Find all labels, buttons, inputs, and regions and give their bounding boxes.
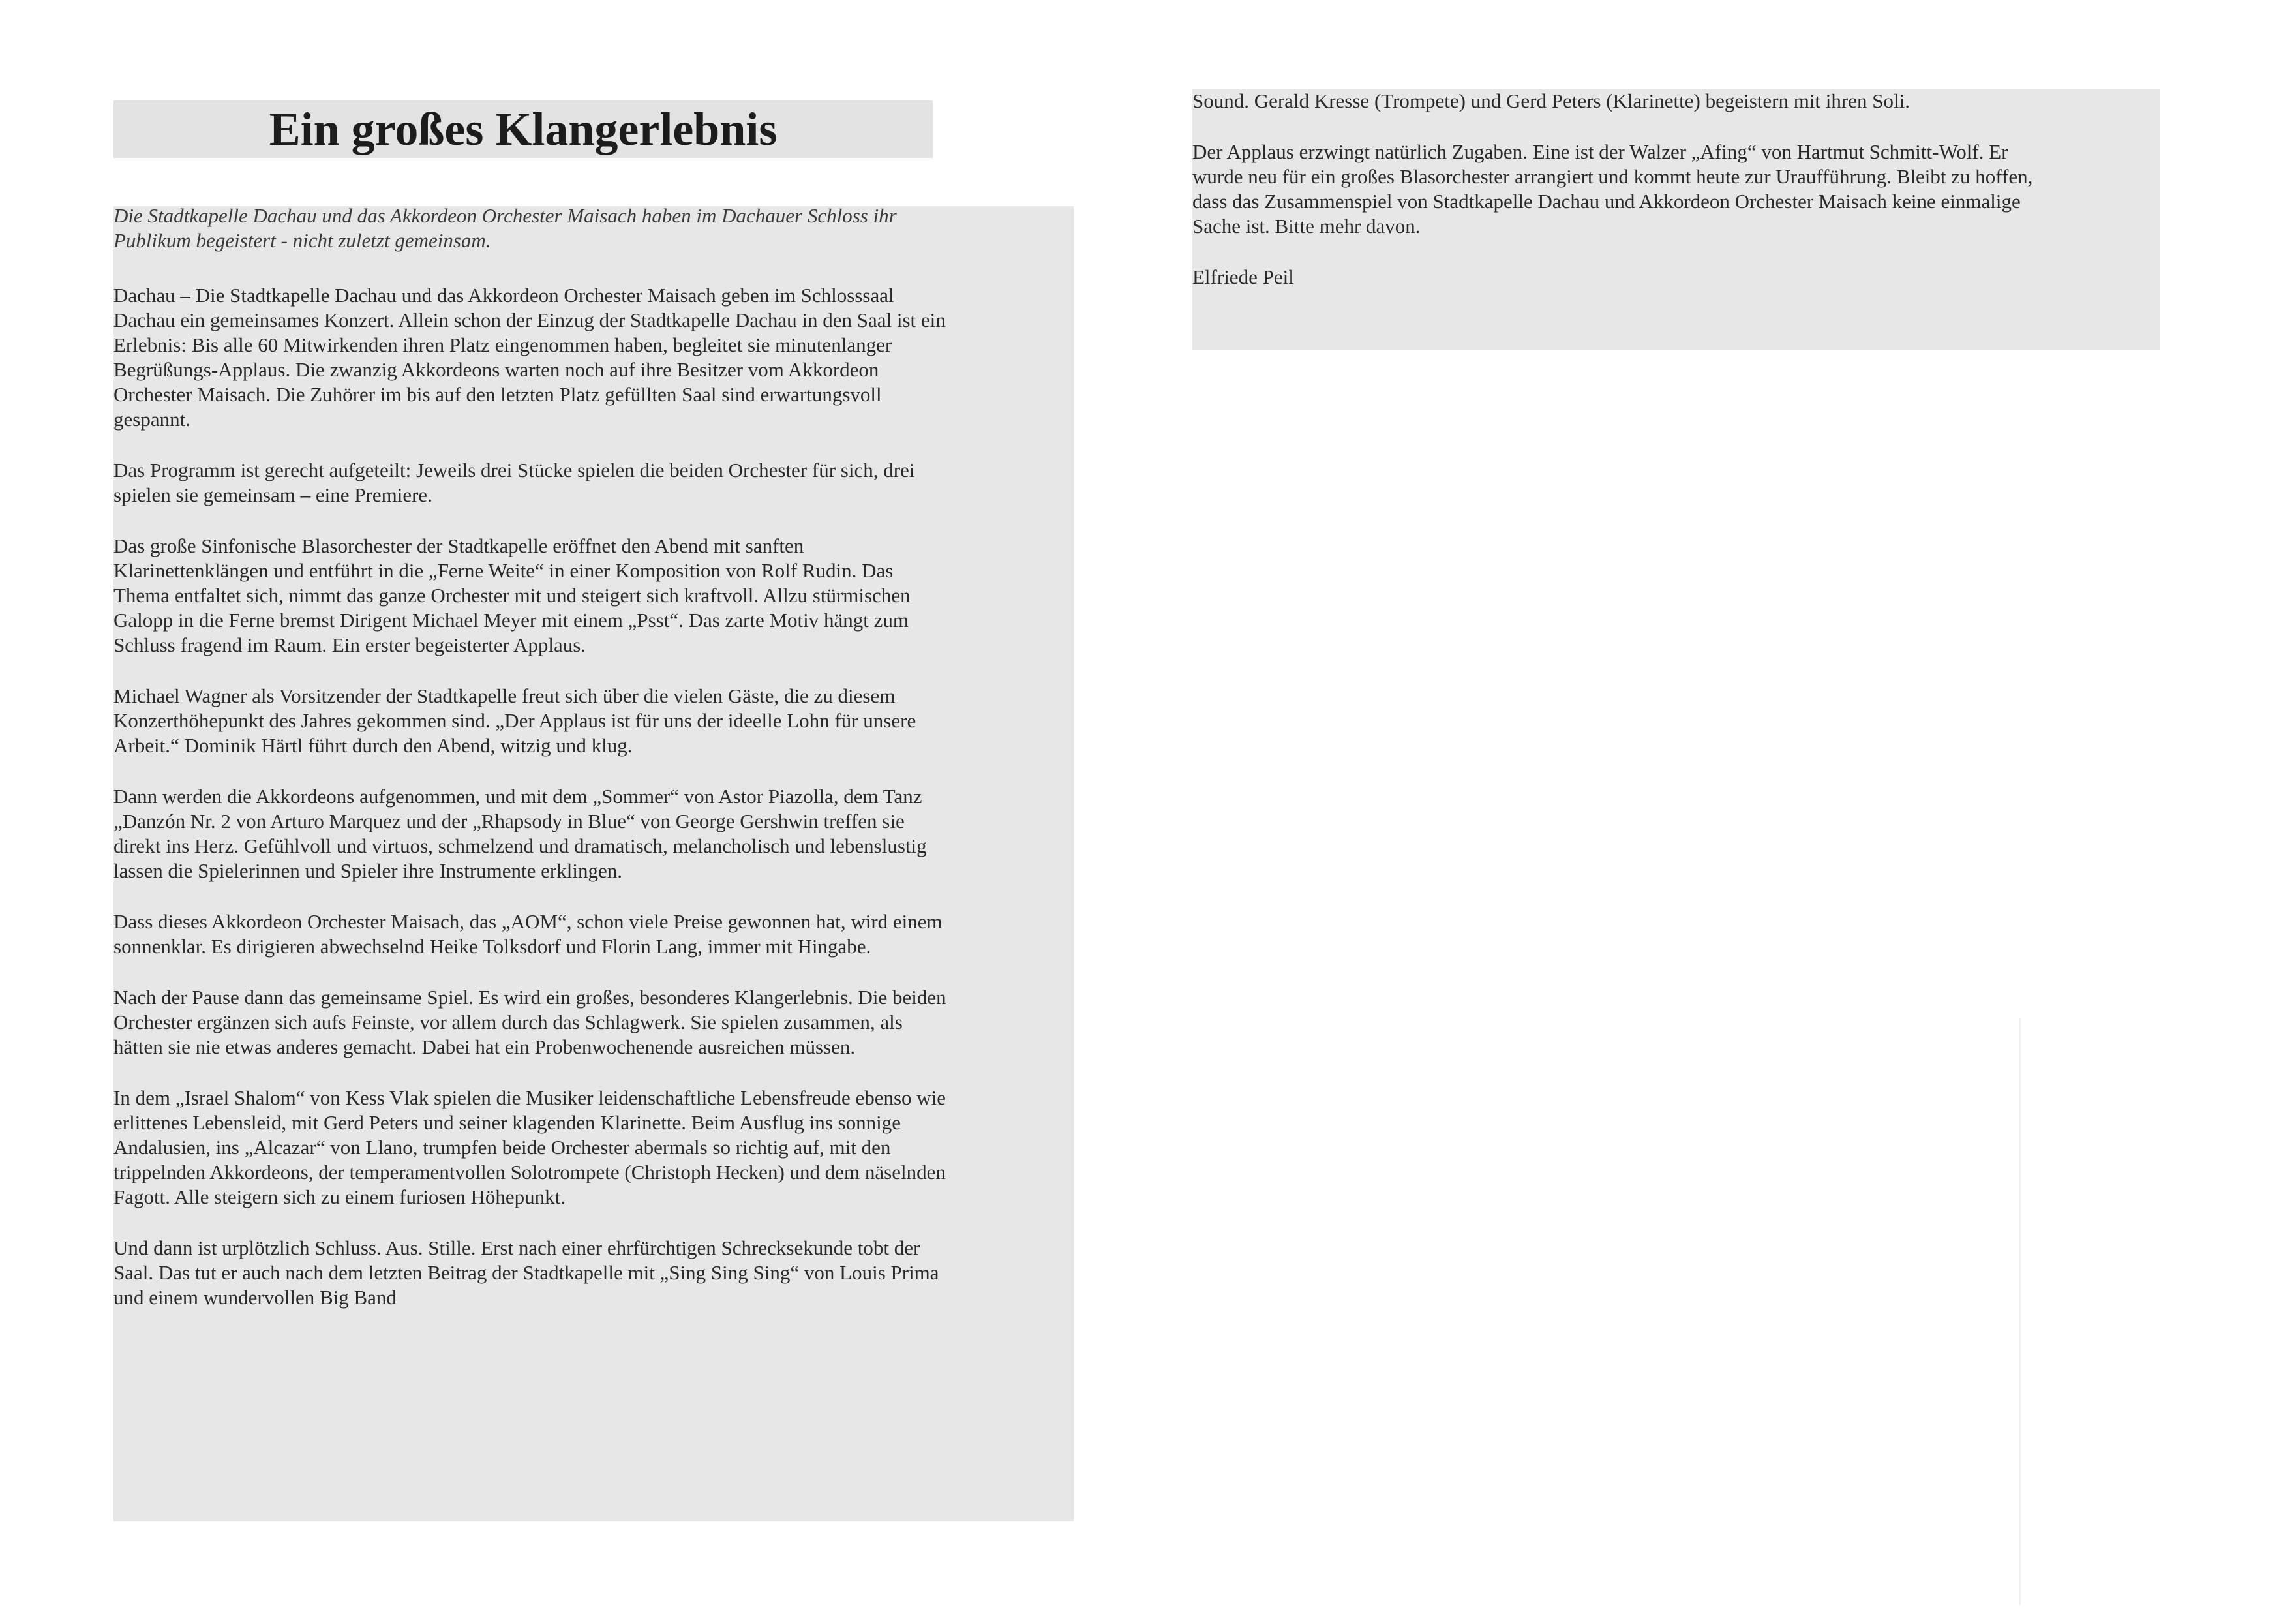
article-subtitle: Die Stadtkapelle Dachau und das Akkordeon Orchester Maisach haben im Dachauer Schloss ihr Publikum begeistert - nicht zuletzt gemeinsam. bbox=[113, 204, 897, 252]
page-title: Ein großes Klangerlebnis bbox=[269, 102, 778, 155]
right-column bbox=[1192, 89, 2160, 350]
paragraph: Michael Wagner als Vorsitzender der Stadtkapelle freut sich über die vielen Gäste, die zu diesem Konzerthöhepunkt des Jahres gekommen sind. „Der Applaus ist für uns der ideelle Lohn für unsere Arbeit.“ Dominik Härtl führt durch den Abend, witzig und klug. bbox=[113, 684, 916, 757]
paragraph: Und dann ist urplötzlich Schluss. Aus. Stille. Erst nach einer ehrfürchtigen Schrecksekunde tobt der Saal. Das tut er auch nach dem letzten Beitrag der Stadtkapelle mit „Sing Sing Sing“ von Louis Prima und einem wundervollen Big Band bbox=[113, 1236, 939, 1309]
title-box bbox=[113, 100, 933, 158]
paragraph: Dann werden die Akkordeons aufgenommen, und mit dem „Sommer“ von Astor Piazolla, dem Tanz „Danzón Nr. 2 von Arturo Marquez und der „Rhapsody in Blue“ von George Gershwin treffen sie direkt ins Herz. Gefühlvoll und virtuos, schmelzend und dramatisch, melancholisch und lebenslustig lassen die Spielerinnen und Spieler ihre Instrumente erklingen. bbox=[113, 785, 927, 882]
paragraph: Der Applaus erzwingt natürlich Zugaben. Eine ist der Walzer „Afing“ von Hartmut Schmitt-Wolf. Er wurde neu für ein großes Blasorchester arrangiert und kommt heute zur Uraufführung. Bleibt zu hoffen, dass das Zusammenspiel von Stadtkapelle Dachau und Akkordeon Orchester Maisach keine einmalige Sache ist. Bitte mehr davon. bbox=[1192, 140, 2033, 237]
scan-artifact-line bbox=[2019, 1018, 2021, 1605]
paragraph: Dachau – Die Stadtkapelle Dachau und das Akkordeon Orchester Maisach geben im Schlosssaal Dachau ein gemeinsames Konzert. Allein schon der Einzug der Stadtkapelle Dachau in den Saal ist ein Erlebnis: Bis alle 60 Mitwirkenden ihren Platz eingenommen haben, begleitet sie minutenlanger Begrüßungs-Applaus. Die zwanzig Akkordeons warten noch auf ihre Besitzer vom Akkordeon Orchester Maisach. Die Zuhörer im bis auf den letzten Platz gefüllten Saal sind erwartungsvoll gespannt. bbox=[113, 284, 946, 431]
paragraph: Sound. Gerald Kresse (Trompete) und Gerd Peters (Klarinette) begeistern mit ihren Soli. bbox=[1192, 89, 1910, 112]
left-column bbox=[113, 206, 1074, 1521]
paragraph: In dem „Israel Shalom“ von Kess Vlak spielen die Musiker leidenschaftliche Lebensfreude ebenso wie erlittenes Lebensleid, mit Gerd Peters und seiner klagenden Klarinette. Beim Ausflug ins sonnige Andalusien, ins „Alcazar“ von Llano, trumpfen beide Orchester abermals so richtig auf, mit den trippelnden Akkordeons, der temperamentvollen Solotrompete (Christoph Hecken) und dem näselnden Fagott. Alle steigern sich zu einem furiosen Höhepunkt. bbox=[113, 1086, 946, 1208]
paragraph: Dass dieses Akkordeon Orchester Maisach, das „AOM“, schon viele Preise gewonnen hat, wird einem sonnenklar. Es dirigieren abwechselnd Heike Tolksdorf und Florin Lang, immer mit Hingabe. bbox=[113, 910, 943, 958]
paragraph: Das große Sinfonische Blasorchester der Stadtkapelle eröffnet den Abend mit sanften Klarinettenklängen und entführt in die „Ferne Weite“ in einer Komposition von Rolf Rudin. Das Thema entfaltet sich, nimmt das ganze Orchester mit und steigert sich kraftvoll. Allzu stürmischen Galopp in die Ferne bremst Dirigent Michael Meyer mit einem „Psst“. Das zarte Motiv hängt zum Schluss fragend im Raum. Ein erster begeisterter Applaus. bbox=[113, 534, 911, 656]
paragraph: Das Programm ist gerecht aufgeteilt: Jeweils drei Stücke spielen die beiden Orchester für sich, drei spielen sie gemeinsam – eine Premiere. bbox=[113, 459, 915, 506]
author-name: Elfriede Peil bbox=[1192, 266, 1294, 288]
paragraph: Nach der Pause dann das gemeinsame Spiel. Es wird ein großes, besonderes Klangerlebnis. Die beiden Orchester ergänzen sich aufs Feinste, vor allem durch das Schlagwerk. Sie spielen zusammen, als hätten sie nie etwas anderes gemacht. Dabei hat ein Probenwochenende ausreichen müssen. bbox=[113, 986, 946, 1058]
